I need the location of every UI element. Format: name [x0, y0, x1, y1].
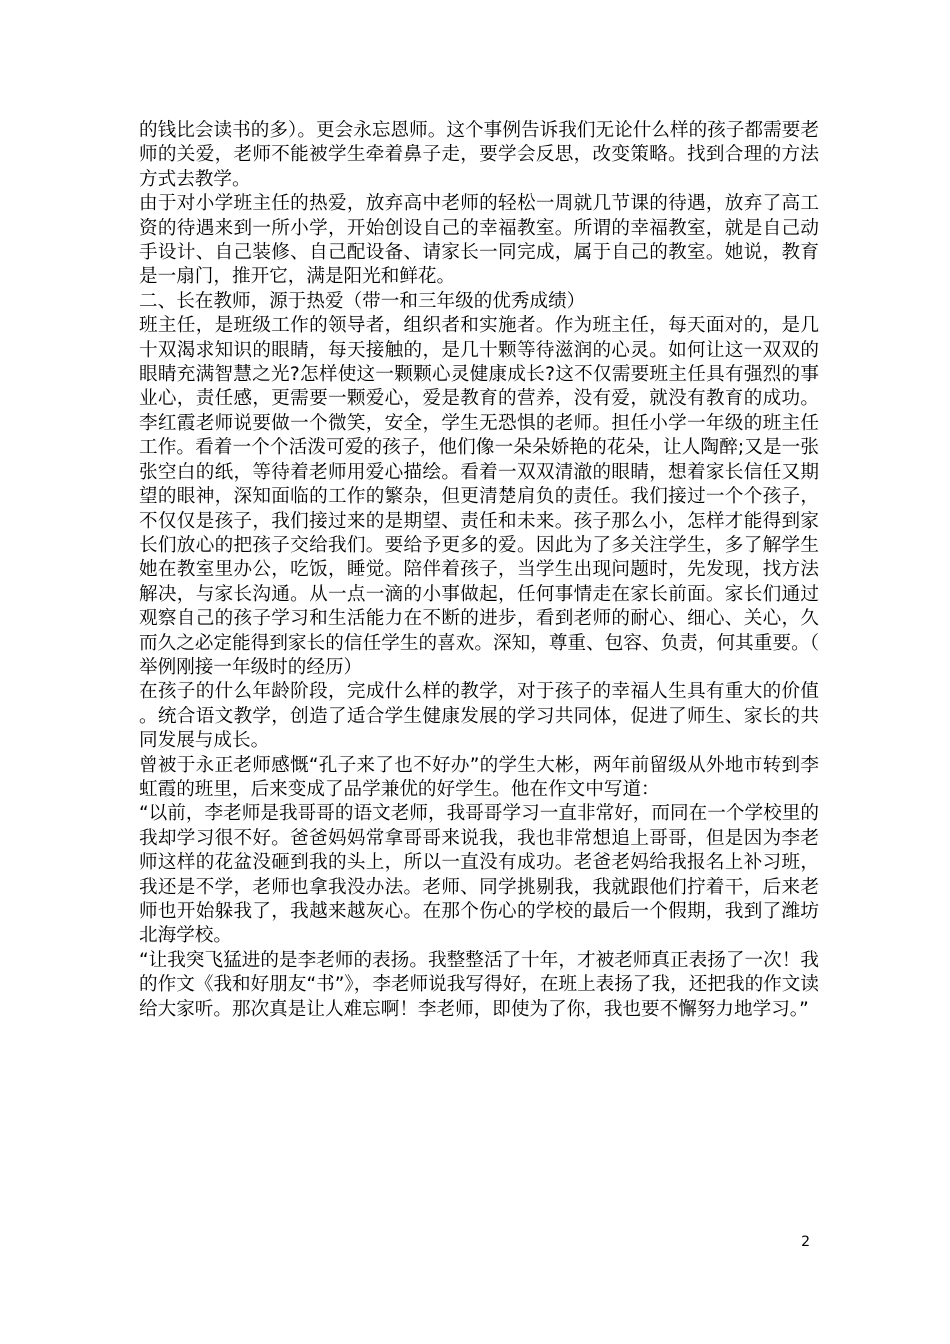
quote-paragraph: “让我突飞猛进的是李老师的表扬。我整整活了十年，才被老师真正表扬了一次！我的作文《我和好朋友“书”》，李老师说我写得好，在班上表扬了我，还把我的作文读给大家听。那次真是让人难忘啊！李老师，即使为了你，我也要不懈努力地学习。” [139, 949, 819, 1020]
paragraph: 的钱比会读书的多）。更会永忘恩师。这个事例告诉我们无论什么样的孩子都需要老师的关爱，老师不能被学生牵着鼻子走，要学会反思，改变策略。找到合理的方法方式去教学。 [139, 120, 819, 190]
quote-paragraph: “以前，李老师是我哥哥的语文老师，我哥哥学习一直非常好，而同在一个学校里的我却学习很不好。爸爸妈妈常拿哥哥来说我，我也非常想追上哥哥，但是因为李老师这样的花盆没砸到我的头上，所以一直没有成功。老爸老妈给我报名上补习班，我还是不学，老师也拿我没办法。老师、同学挑剔我，我就跟他们拧着干，后来老师也开始躲我了，我越来越灰心。在那个伤心的学校的最后一个假期，我到了潍坊北海学校。 [139, 803, 819, 947]
paragraph: 班主任，是班级工作的领导者，组织者和实施者。作为班主任，每天面对的，是几十双渴求知识的眼睛，每天接触的，是几十颗等待滋润的心灵。如何让这一双双的眼睛充满智慧之光?怎样使这一颗颗心灵健康成长?这不仅需要班主任具有强烈的事业心，责任感，更需要一颗爱心，爱是教育的营养，没有爱，就没有教育的成功。李红霞老师说要做一个微笑，安全，学生无恐惧的老师。担任小学一年级的班主任工作。看着一个个活泼可爱的孩子，他们像一朵朵娇艳的花朵，让人陶醉;又是一张张空白的纸，等待着老师用爱心描绘。看着一双双清澈的眼睛，想着家长信任又期望的眼神，深知面临的工作的繁杂，但更清楚肩负的责任。我们接过一个个孩子，不仅仅是孩子，我们接过来的是期望、责任和未来。孩子那么小，怎样才能得到家长们放心的把孩子交给我们。要给予更多的爱。因此为了多关注学生，多了解学生她在教室里办公，吃饭，睡觉。陪伴着孩子，当学生出现问题时，先发现，找方法解决，与家长沟通。从一点一滴的小事做起，任何事情走在家长前面。家长们通过观察自己的孩子学习和生活能力在不断的进步，看到老师的耐心、细心、关心，久而久之必定能得到家长的信任学生的喜欢。深知，尊重、包容、负责，何其重要。（举例刚接一年级时的经历） [139, 315, 819, 678]
paragraph: 由于对小学班主任的热爱，放弃高中老师的轻松一周就几节课的待遇，放弃了高工资的待遇来到一所小学，开始创设自己的幸福教室。所谓的幸福教室，就是自己动手设计、自己装修、自己配设备、请家长一同完成，属于自己的教室。她说，教育是一扇门，推开它，满是阳光和鲜花。 [139, 193, 819, 288]
page-number: 2 [801, 1234, 810, 1250]
paragraph: 在孩子的什么年龄阶段，完成什么样的教学，对于孩子的幸福人生具有重大的价值。统合语文教学，创造了适合学生健康发展的学习共同体，促进了师生、家长的共同发展与成长。 [139, 681, 819, 752]
section-heading: 二、长在教师，源于热爱（带一和三年级的优秀成绩） [139, 290, 586, 312]
paragraph: 曾被于永正老师感慨“孔子来了也不好办”的学生大彬，两年前留级从外地市转到李虹霞的班里，后来变成了品学兼优的好学生。他在作文中写道： [139, 754, 819, 800]
body-text [139, 119, 819, 1022]
